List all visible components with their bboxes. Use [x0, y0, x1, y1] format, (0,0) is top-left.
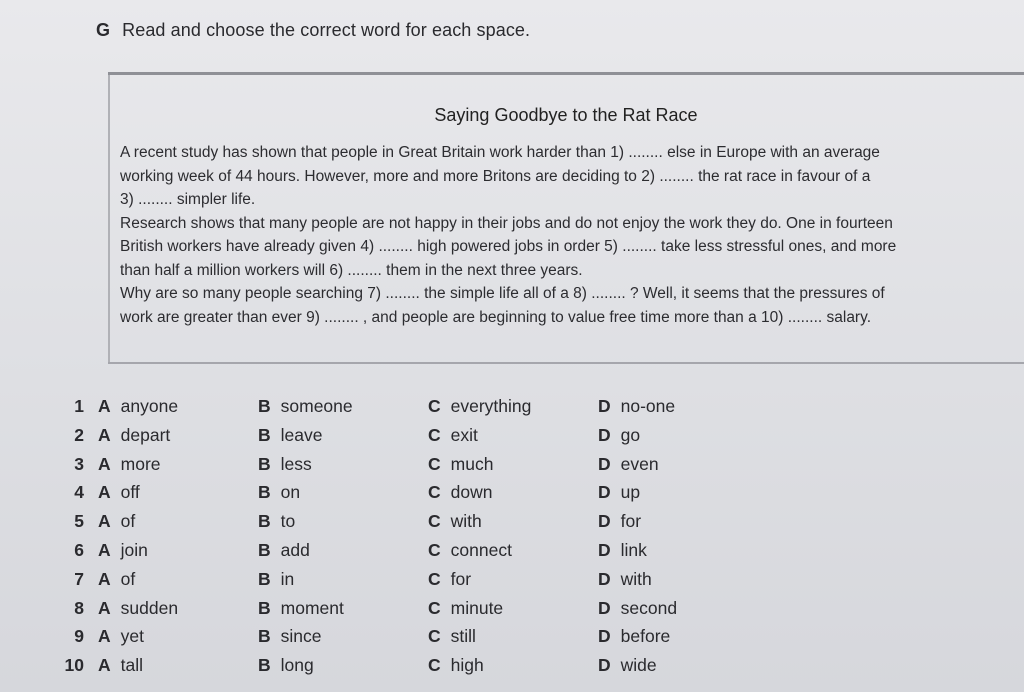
question-number: 5 — [74, 511, 84, 532]
option-letter: D — [598, 568, 611, 589]
option-word: in — [280, 568, 295, 589]
passage-title: Saying Goodbye to the Rat Race — [434, 105, 698, 125]
option-word: someone — [280, 396, 353, 416]
option-d — [598, 454, 659, 475]
option-word: less — [280, 453, 312, 474]
question-row — [40, 425, 740, 454]
option-letter: C — [428, 626, 441, 647]
option-letter: B — [258, 568, 271, 589]
option-a — [98, 655, 143, 676]
passage-box — [108, 72, 1024, 364]
question-number: 10 — [64, 655, 84, 676]
option-c — [428, 626, 476, 647]
option-letter: D — [598, 539, 611, 560]
option-word: no-one — [620, 396, 676, 416]
option-letter: C — [428, 597, 441, 618]
passage-line: working week of 44 hours. However, more and more Britons are deciding to 2) ........ the rat race in favour of a — [120, 167, 871, 185]
option-letter: C — [428, 482, 441, 503]
question-row — [40, 396, 740, 425]
option-letter: D — [598, 511, 611, 532]
option-b — [258, 396, 353, 417]
option-word: everything — [450, 396, 532, 416]
option-c — [428, 454, 493, 475]
option-word: tall — [120, 655, 144, 676]
option-a — [98, 626, 144, 647]
option-word: down — [450, 482, 493, 503]
option-word: much — [450, 453, 494, 474]
option-letter: B — [258, 655, 271, 676]
option-d — [598, 598, 677, 619]
option-letter: C — [428, 511, 441, 532]
option-word: leave — [280, 424, 323, 445]
option-word: anyone — [120, 396, 179, 416]
option-word: join — [120, 539, 148, 560]
exercise-letter: G — [96, 20, 111, 40]
option-letter: A — [98, 568, 111, 589]
option-d — [598, 569, 652, 590]
option-word: go — [620, 424, 641, 445]
option-letter: A — [98, 597, 111, 618]
option-b — [258, 511, 295, 532]
option-letter: B — [258, 424, 271, 445]
option-b — [258, 569, 294, 590]
question-number: 9 — [74, 626, 84, 647]
question-number: 2 — [74, 424, 84, 445]
option-word: sudden — [120, 597, 179, 618]
option-word: on — [280, 482, 301, 503]
option-d — [598, 511, 641, 532]
option-letter: B — [258, 396, 271, 416]
option-word: of — [120, 568, 136, 589]
option-b — [258, 598, 344, 619]
option-word: minute — [450, 597, 504, 618]
option-letter: A — [98, 453, 111, 474]
option-letter: A — [98, 424, 111, 445]
option-word: for — [450, 568, 472, 589]
passage-line: Research shows that many people are not happy in their jobs and do not enjoy the work they do. One in fourteen — [120, 214, 893, 232]
option-word: exit — [450, 424, 478, 445]
option-word: wide — [620, 655, 657, 676]
option-a — [98, 454, 161, 475]
passage-line: Why are so many people searching 7) ........ the simple life all of a 8) ........ ? Well, it seems that the pressures of — [120, 285, 885, 302]
question-row — [40, 569, 740, 598]
option-d — [598, 396, 675, 417]
option-letter: A — [98, 511, 111, 532]
option-d — [598, 482, 640, 503]
option-word: for — [620, 511, 642, 532]
option-letter: D — [598, 597, 611, 618]
option-c — [428, 511, 482, 532]
option-letter: C — [428, 539, 441, 560]
option-letter: A — [98, 482, 111, 503]
option-b — [258, 482, 300, 503]
option-d — [598, 626, 670, 647]
option-a — [98, 396, 178, 417]
answer-options — [40, 396, 740, 684]
exercise-instruction — [96, 20, 530, 41]
question-number: 4 — [74, 482, 84, 503]
question-row — [40, 511, 740, 540]
option-letter: A — [98, 539, 111, 560]
option-d — [598, 655, 657, 676]
option-letter: B — [258, 482, 271, 503]
option-letter: D — [598, 424, 611, 445]
option-a — [98, 598, 178, 619]
option-b — [258, 454, 312, 475]
question-number: 3 — [74, 453, 84, 474]
option-c — [428, 655, 484, 676]
option-d — [598, 425, 640, 446]
option-letter: D — [598, 453, 611, 474]
option-letter: D — [598, 626, 611, 647]
option-word: with — [450, 511, 482, 532]
option-word: still — [450, 626, 476, 647]
option-word: long — [280, 655, 314, 676]
option-b — [258, 540, 310, 561]
option-letter: C — [428, 568, 441, 589]
option-letter: B — [258, 453, 271, 474]
option-letter: C — [428, 396, 441, 416]
option-letter: B — [258, 511, 271, 532]
option-letter: D — [598, 655, 611, 676]
option-letter: B — [258, 626, 271, 647]
option-c — [428, 425, 478, 446]
option-letter: C — [428, 453, 441, 474]
option-letter: B — [258, 597, 271, 618]
option-word: up — [620, 482, 641, 503]
option-c — [428, 482, 492, 503]
option-c — [428, 569, 471, 590]
option-letter: D — [598, 396, 611, 416]
question-number: 1 — [74, 396, 84, 416]
question-number: 8 — [74, 597, 84, 618]
question-row — [40, 626, 740, 655]
option-letter: A — [98, 655, 111, 676]
option-b — [258, 425, 322, 446]
question-row — [40, 454, 740, 483]
option-a — [98, 482, 140, 503]
question-row — [40, 655, 740, 684]
option-c — [428, 540, 512, 561]
question-number: 6 — [74, 539, 84, 560]
passage-line: work are greater than ever 9) ........ , and people are beginning to value free time more than a 10) ........ salary. — [120, 308, 872, 326]
question-number: 7 — [74, 568, 84, 589]
option-word: since — [280, 626, 322, 647]
option-b — [258, 626, 322, 647]
option-word: to — [280, 511, 296, 532]
option-b — [258, 655, 314, 676]
passage-line: 3) ........ simpler life. — [120, 191, 256, 208]
option-word: more — [120, 453, 161, 474]
option-a — [98, 425, 170, 446]
option-word: add — [280, 539, 310, 560]
option-word: even — [620, 453, 659, 474]
option-d — [598, 540, 647, 561]
instruction-text: Read and choose the correct word for each space. — [122, 20, 531, 40]
option-a — [98, 540, 148, 561]
option-letter: C — [428, 655, 441, 676]
option-word: depart — [120, 424, 171, 445]
option-letter: C — [428, 424, 441, 445]
passage-line: British workers have already given 4) ........ high powered jobs in order 5) ........ take less stressful ones, and more — [120, 238, 897, 255]
option-c — [428, 396, 531, 417]
passage-line: than half a million workers will 6) ........ them in the next three years. — [120, 261, 583, 279]
option-word: high — [450, 655, 484, 676]
question-row — [40, 482, 740, 511]
option-letter: A — [98, 626, 111, 647]
option-word: link — [620, 539, 647, 560]
option-c — [428, 598, 503, 619]
option-word: off — [120, 482, 140, 503]
option-word: connect — [450, 539, 512, 560]
passage-line: A recent study has shown that people in Great Britain work harder than 1) ........ else in Europe with an average — [120, 144, 880, 161]
passage-text — [120, 141, 1016, 329]
option-word: yet — [120, 626, 144, 647]
option-a — [98, 569, 135, 590]
option-letter: A — [98, 396, 111, 416]
question-row — [40, 540, 740, 569]
option-a — [98, 511, 135, 532]
option-word: with — [620, 568, 652, 589]
option-word: second — [620, 597, 678, 618]
option-letter: D — [598, 482, 611, 503]
option-word: moment — [280, 597, 344, 618]
option-word: of — [120, 511, 136, 532]
option-word: before — [620, 626, 671, 647]
option-letter: B — [258, 539, 271, 560]
question-row — [40, 598, 740, 627]
